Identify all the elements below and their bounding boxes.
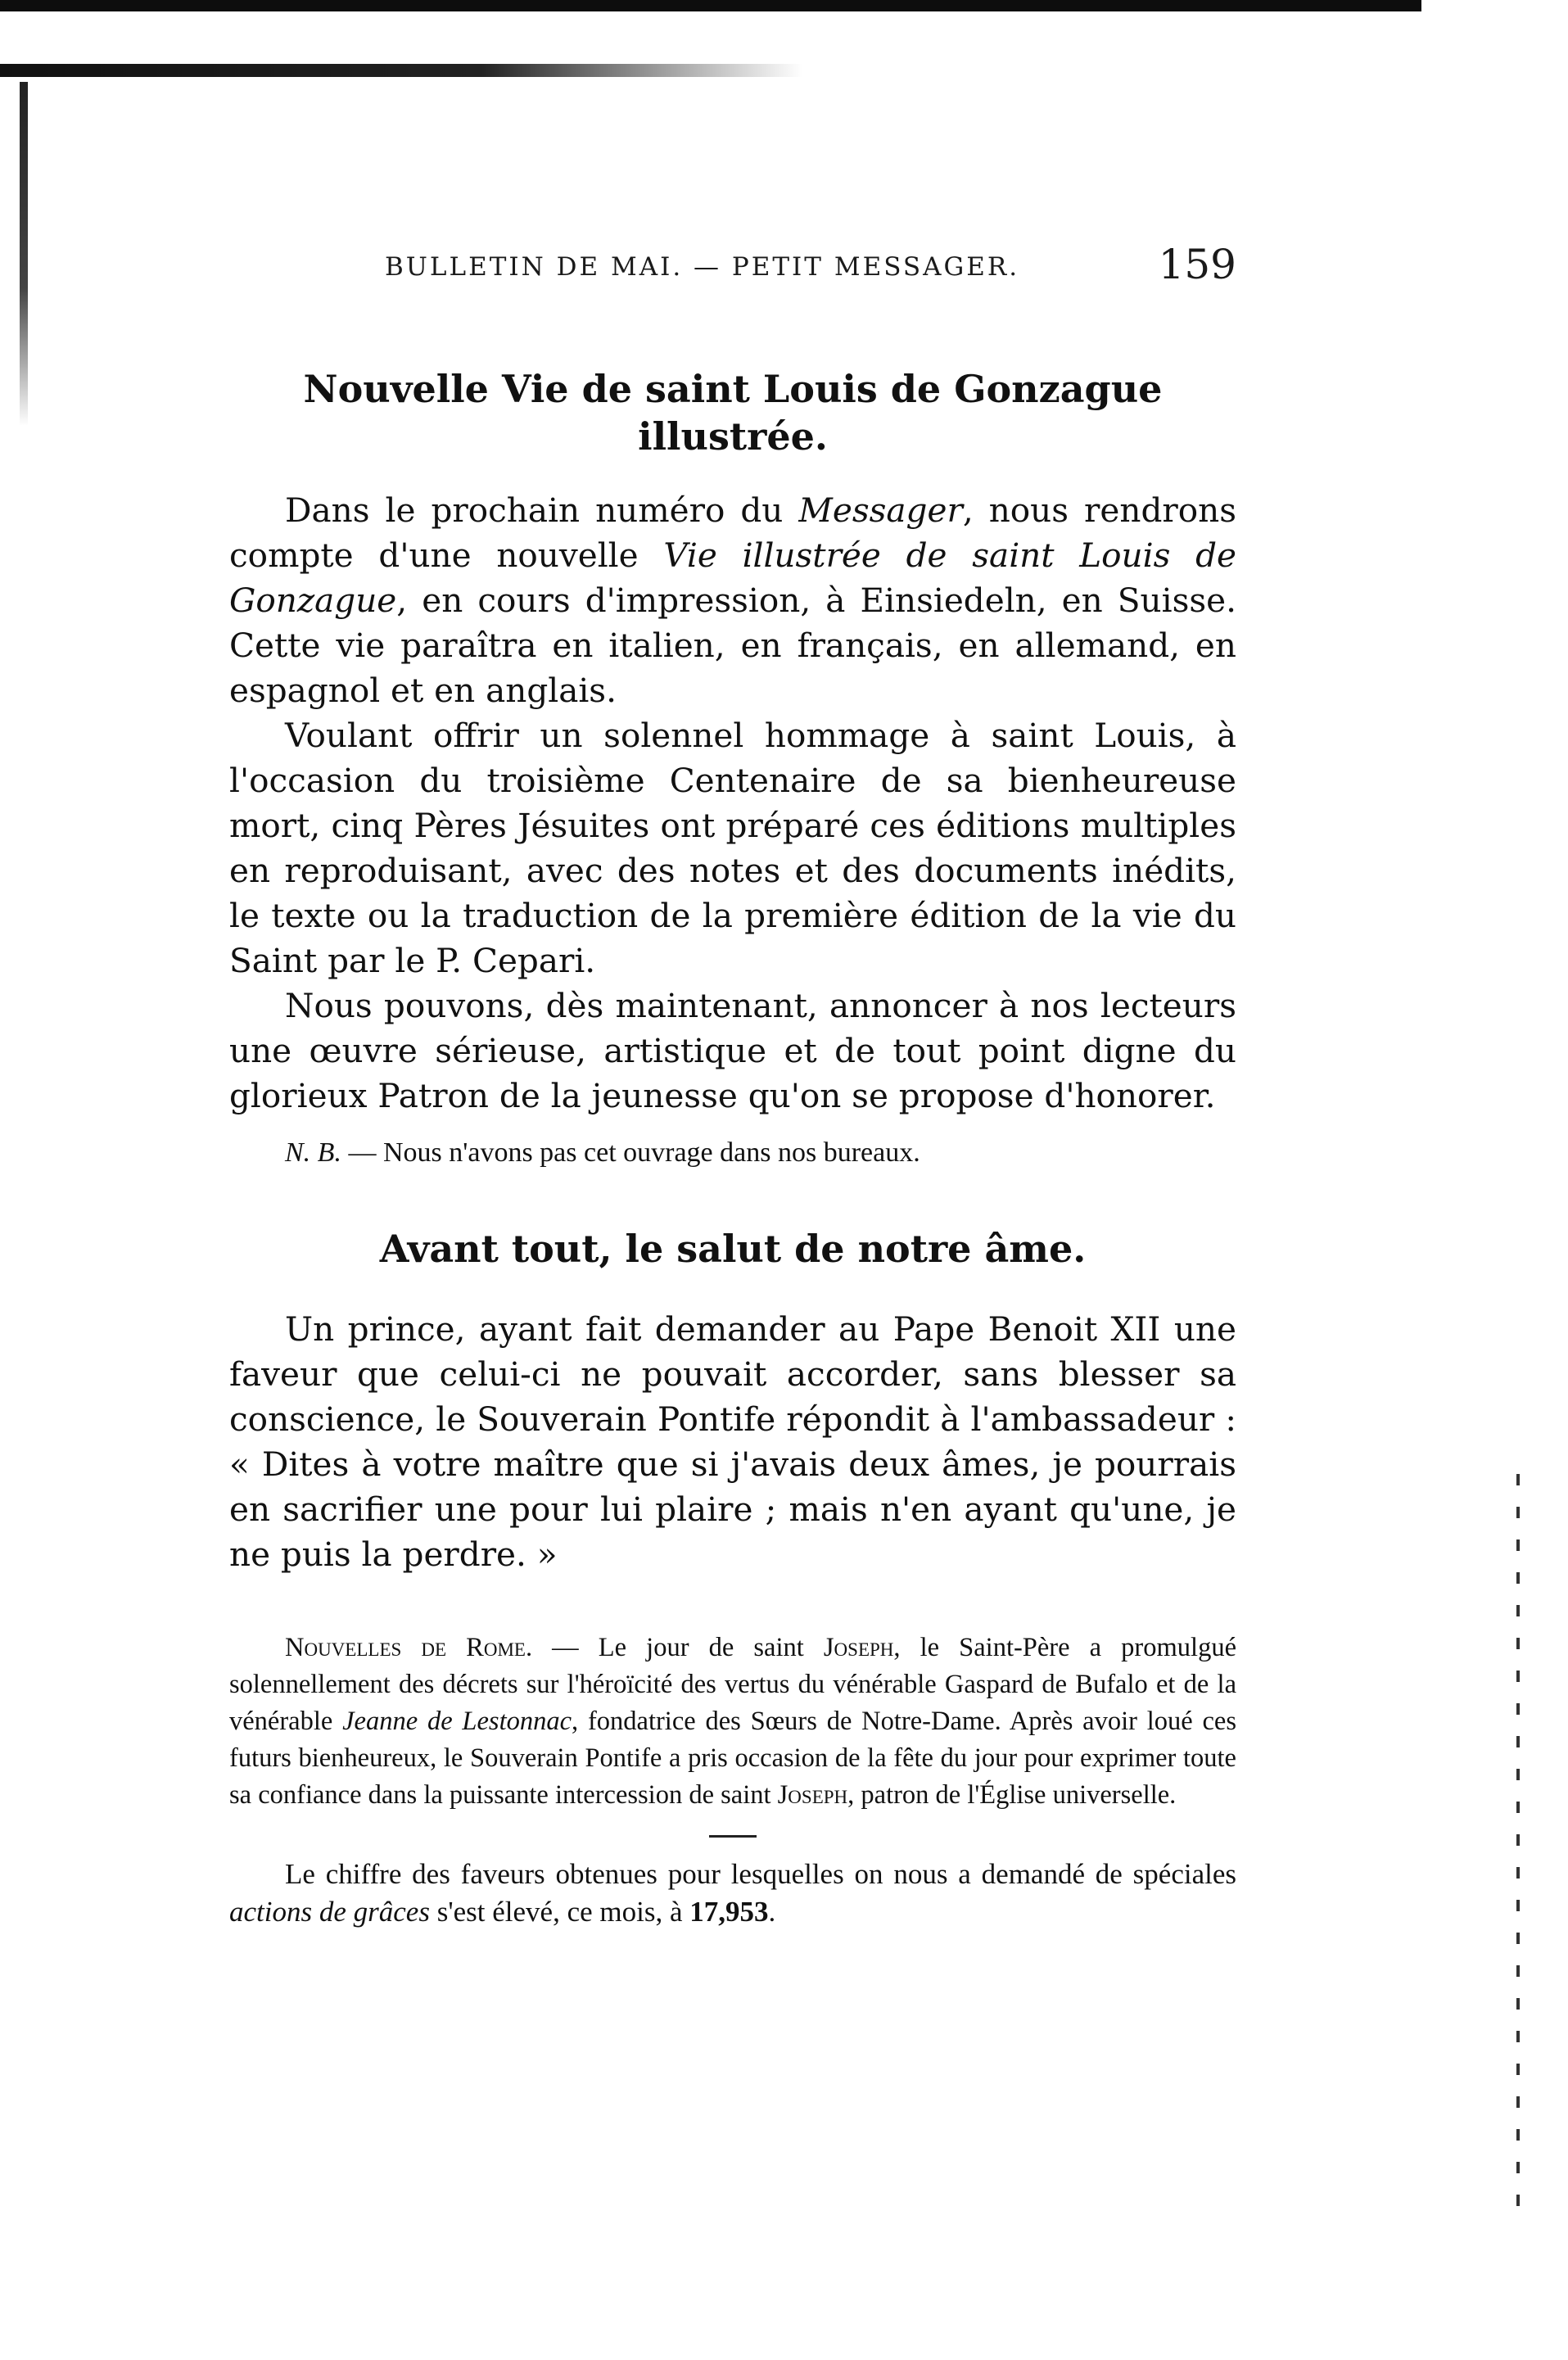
article-heading-salut: Avant tout, le salut de notre âme. xyxy=(379,1227,1087,1271)
text-run: , nous rendrons compte d'une nouvelle xyxy=(229,491,1237,575)
nouvelles-de-rome xyxy=(229,1630,1236,1814)
paragraph: Nous pouvons, dès maintenant, annoncer à nos lecteurs une œuvre sérieuse, artistique et de tout point digne du glorieux Patron de la jeunesse qu'on se propose d'honorer. xyxy=(229,986,1236,1115)
article-heading-gonzague: Nouvelle Vie de saint Louis de Gonzague illustrée. xyxy=(303,367,1163,459)
note-text: — Nous n'avons pas cet ouvrage dans nos bureaux. xyxy=(341,1137,920,1168)
text-run: . xyxy=(768,1896,776,1928)
scan-border-right xyxy=(1516,1474,1520,2211)
italic-run: actions de grâces xyxy=(229,1896,430,1928)
text-run: Le chiffre des faveurs obtenues pour lesquelles on nous a demandé de spéciales xyxy=(285,1858,1236,1890)
text-run: , fondatrice des Sœurs de Notre-Dame. Après avoir loué ces futurs bienheureux, le Souverain Pontife a pris occasion de la fête du jour pour exprimer toute sa confiance dans la puissante intercession de saint xyxy=(229,1707,1236,1810)
text-run: , le Saint-Père a promulgué solennellement des décrets sur l'héroïcité des vertus du vénérable Gaspard de Bufalo et de la vénérable xyxy=(229,1633,1236,1736)
text-run: s'est élevé, ce mois, à xyxy=(429,1896,690,1928)
nouvelles-label: Nouvelles de Rome. xyxy=(285,1633,533,1662)
text-run: , en cours d'impression, à Einsiedeln, en Suisse. Cette vie paraîtra en italien, en français, en allemand, en espagnol et en anglais. xyxy=(229,581,1236,710)
italic-run: Messager xyxy=(798,491,963,530)
paragraph: Un prince, ayant fait demander au Pape Benoit XII une faveur que celui-ci ne pouvait accorder, sans blesser sa conscience, le Souverain Pontife répondit à l'ambassadeur : « Dites à votre maître que si j'avais deux âmes, je pourrais en sacrifier une pour lui plaire ; mais n'en ayant qu'une, je ne puis la perdre. » xyxy=(229,1309,1236,1574)
paragraph: Voulant offrir un solennel hommage à saint Louis, à l'occasion du troisième Centenaire de sa bienheureuse mort, cinq Pères Jésuites ont préparé ces éditions multiples en reproduisant, avec des notes et des documents inédits, le texte ou la traduction de la première édition de la vie du Saint par le P. Cepari. xyxy=(229,716,1236,980)
scan-border-top xyxy=(0,0,1421,11)
text-run: , patron de l'Église universelle. xyxy=(847,1780,1177,1810)
favors-count: 17,953 xyxy=(689,1896,769,1928)
nota-bene xyxy=(229,1133,1236,1173)
page-number: 159 xyxy=(1158,241,1236,288)
running-head-title: BULLETIN DE MAI. — PETIT MESSAGER. xyxy=(385,252,1020,282)
scan-border-shadow xyxy=(0,64,802,77)
article-salut xyxy=(229,1307,1236,1577)
section-divider xyxy=(709,1835,757,1838)
scan-border-left xyxy=(20,82,28,426)
running-head xyxy=(229,229,1236,295)
article-gonzague xyxy=(229,488,1236,1119)
small-caps-run: Joseph xyxy=(823,1633,894,1662)
chiffre-des-faveurs xyxy=(229,1856,1236,1931)
page xyxy=(229,229,1236,1931)
small-caps-run: Joseph xyxy=(777,1780,848,1810)
text-run: — Le jour de saint xyxy=(532,1633,824,1662)
paragraph xyxy=(229,488,1236,713)
italic-run: Vie illustrée de saint Louis de Gonzague xyxy=(229,536,1236,620)
note-label: N. B. xyxy=(285,1137,341,1168)
italic-run: Jeanne de Lestonnac xyxy=(342,1707,572,1736)
text-run: Dans le prochain numéro du xyxy=(285,491,799,530)
